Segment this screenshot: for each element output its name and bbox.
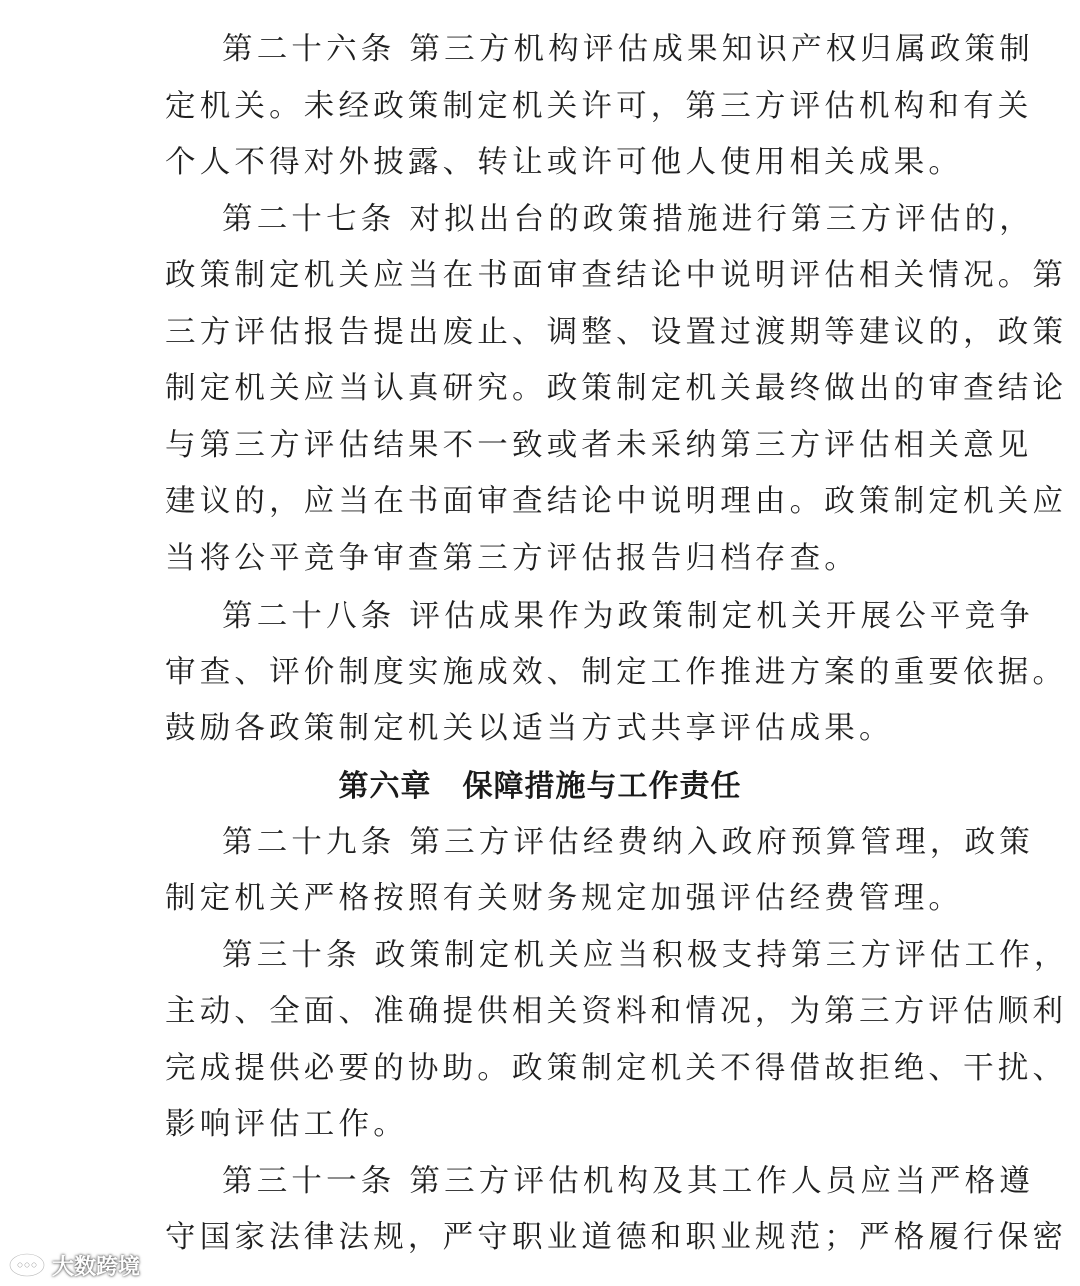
text-line: 当将公平竞争审查第三方评估报告归档存查。 bbox=[165, 541, 859, 576]
text-line: 个人不得对外披露、转让或许可他人使用相关成果。 bbox=[165, 145, 964, 180]
text-line: 完成提供必要的协助。政策制定机关不得借故拒绝、干扰、 bbox=[165, 1051, 1068, 1086]
text-line: 政策制定机关应当在书面审查结论中说明评估相关情况。第 bbox=[165, 258, 1068, 293]
text-line: 守国家法律法规，严守职业道德和职业规范；严格履行保密 bbox=[165, 1220, 1068, 1255]
text-line: 三方评估报告提出废止、调整、设置过渡期等建议的，政策 bbox=[165, 315, 1068, 350]
text-line: 第二十六条 第三方机构评估成果知识产权归属政策制 bbox=[222, 32, 1034, 67]
text-line: 与第三方评估结果不一致或者未采纳第三方评估相关意见 bbox=[165, 428, 1033, 463]
text-line: 审查、评价制度实施成效、制定工作推进方案的重要依据。 bbox=[165, 655, 1068, 690]
text-line: 制定机关应当认真研究。政策制定机关最终做出的审查结论 bbox=[165, 371, 1068, 406]
text-line: 第三十一条 第三方评估机构及其工作人员应当严格遵 bbox=[222, 1164, 1034, 1199]
watermark bbox=[8, 1248, 140, 1282]
text-line: 鼓励各政策制定机关以适当方式共享评估成果。 bbox=[165, 711, 894, 746]
ellipsis-logo-icon bbox=[8, 1252, 46, 1278]
text-line: 影响评估工作。 bbox=[165, 1107, 408, 1142]
text-line: 第二十八条 评估成果作为政策制定机关开展公平竞争 bbox=[222, 599, 1034, 634]
text-line: 第三十条 政策制定机关应当积极支持第三方评估工作， bbox=[222, 938, 1069, 973]
watermark-text: 大数跨境 bbox=[52, 1254, 141, 1280]
text-line: 第二十七条 对拟出台的政策措施进行第三方评估的， bbox=[222, 202, 1034, 237]
text-line: 制定机关严格按照有关财务规定加强评估经费管理。 bbox=[165, 881, 964, 916]
text-line: 主动、全面、准确提供相关资料和情况，为第三方评估顺利 bbox=[165, 994, 1068, 1029]
text-line: 建议的，应当在书面审查结论中说明理由。政策制定机关应 bbox=[165, 484, 1068, 519]
text-line: 第二十九条 第三方评估经费纳入政府预算管理，政策 bbox=[222, 825, 1034, 860]
chapter-heading: 第六章 保障措施与工作责任 bbox=[338, 769, 742, 804]
text-line: 定机关。未经政策制定机关许可，第三方评估机构和有关 bbox=[165, 89, 1033, 124]
